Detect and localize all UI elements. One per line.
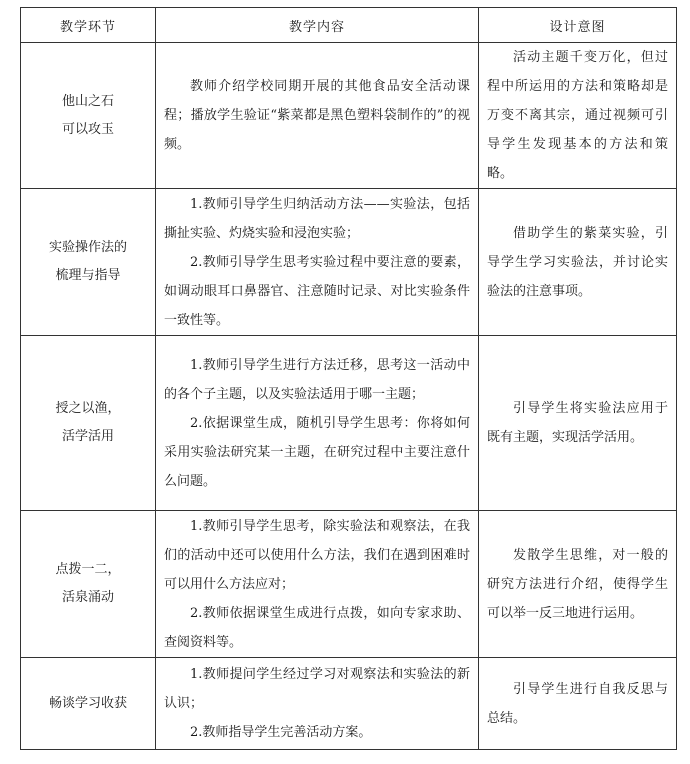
intent-cell (479, 658, 677, 750)
intent-cell (479, 336, 677, 511)
content-cell (156, 43, 479, 189)
stage-line: 可以攻玉 (61, 121, 114, 137)
intent-cell (479, 43, 677, 189)
stage-line: 活泉涌动 (61, 590, 114, 605)
table-row (21, 336, 677, 511)
intent-paragraph: 引导学生进行自我反思与总结。 (487, 681, 668, 726)
content-paragraph: 2.依据课堂生成，随机引导学生思考：你将如何采用实验法研究某一主题，在研究过程中主要注意什么问题。 (164, 415, 470, 489)
stage-line: 点拨一二， (55, 562, 121, 577)
stage-cell (21, 43, 156, 189)
lesson-design-table (20, 7, 677, 750)
content-paragraph: 2.教师依据课堂生成进行点拨，如向专家求助、查阅资料等。 (164, 605, 470, 650)
intent-paragraph: 活动主题千变万化，但过程中所运用的方法和策略却是万变不离其宗，通过视频可引导学生发现基本的方法和策略。 (487, 50, 668, 181)
stage-cell (21, 336, 156, 511)
stage-line: 实验操作法的 (48, 240, 127, 255)
table-row (21, 43, 677, 189)
stage-cell (21, 658, 156, 750)
content-paragraph: 2.教师引导学生思考实验过程中要注意的要素，如调动眼耳口鼻器官、注意随时记录、对比实验条件一致性等。 (164, 254, 470, 328)
stage-line: 畅谈学习收获 (48, 695, 127, 711)
header-stage: 教学环节 (21, 8, 156, 43)
stage-line: 梳理与指导 (55, 268, 121, 283)
content-paragraph: 教师介绍学校同期开展的其他食品安全活动课程；播放学生验证“紫菜都是黑色塑料袋制作的”的视频。 (164, 79, 470, 152)
content-paragraph: 1.教师提问学生经过学习对观察法和实验法的新认识； (164, 667, 470, 711)
content-paragraph: 1.教师引导学生进行方法迁移，思考这一活动中的各个子主题，以及实验法适用于哪一主题； (164, 357, 470, 402)
content-paragraph: 1.教师引导学生思考，除实验法和观察法，在我们的活动中还可以使用什么方法，我们在遇到困难时可以用什么方法应对； (164, 518, 470, 592)
table-row (21, 511, 677, 658)
content-cell (156, 336, 479, 511)
intent-paragraph: 发散学生思维，对一般的研究方法进行介绍，使得学生可以举一反三地进行运用。 (487, 547, 668, 621)
intent-paragraph: 借助学生的紫菜实验，引导学生学习实验法，并讨论实验法的注意事项。 (487, 225, 668, 299)
stage-line: 授之以渔， (55, 401, 121, 416)
header-intent: 设计意图 (479, 8, 677, 43)
content-cell (156, 511, 479, 658)
table-row (21, 189, 677, 336)
content-paragraph: 2.教师指导学生完善活动方案。 (190, 725, 372, 740)
table-row (21, 658, 677, 750)
header-content: 教学内容 (156, 8, 479, 43)
content-paragraph: 1.教师引导学生归纳活动方法——实验法，包括撕扯实验、灼烧实验和浸泡实验； (164, 196, 470, 241)
stage-cell (21, 189, 156, 336)
table-header-row (21, 8, 677, 43)
content-cell (156, 658, 479, 750)
stage-cell (21, 511, 156, 658)
intent-cell (479, 189, 677, 336)
stage-line: 他山之石 (61, 93, 114, 109)
intent-paragraph: 引导学生将实验法应用于既有主题，实现活学活用。 (487, 401, 668, 445)
stage-line: 活学活用 (61, 429, 114, 444)
intent-cell (479, 511, 677, 658)
content-cell (156, 189, 479, 336)
